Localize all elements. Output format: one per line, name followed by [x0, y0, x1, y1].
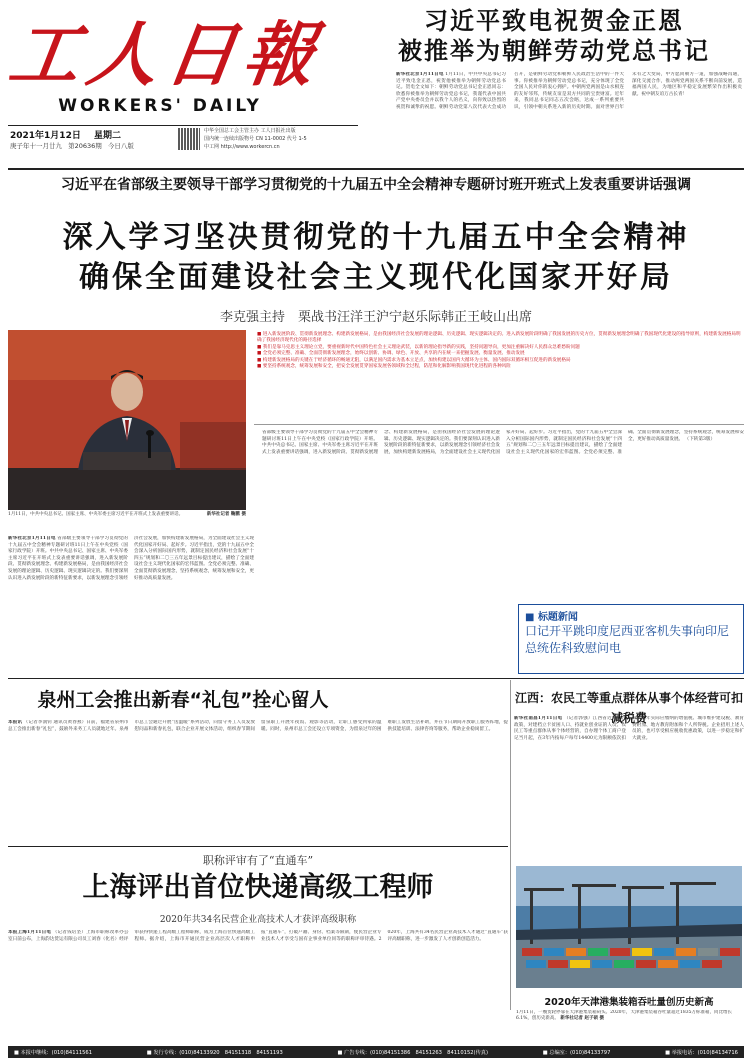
section-divider-3: [8, 846, 508, 847]
page-count: 今日八版: [107, 142, 134, 150]
lead-body-left: [8, 536, 254, 672]
top-story-headline: [364, 6, 744, 66]
footer-item: ■ 发行专线：(010)84133920 84151318 84151193: [146, 1049, 283, 1056]
lead-photo-caption: [8, 512, 246, 518]
qr-code-icon: [178, 128, 200, 150]
lead-photo: [8, 330, 246, 510]
quanzhou-headline: 泉州工会推出新春“礼包”拴心留人: [37, 689, 329, 711]
masthead-divider: [8, 125, 358, 126]
flash-news-label: 标题新闻: [537, 612, 578, 623]
lead-highlight-item: ■ 全党必须完整、准确、全面贯彻新发展理念，始终以创新、协调、绿色、开放、共享的内在统一来把握发展、衡量发展、推动发展: [257, 351, 525, 357]
flash-news-text[interactable]: 口记开平跳印度尼西亚客机失事向印尼总统佐科致慰问电: [525, 624, 730, 655]
publisher-line4: 代号 1-5: [286, 136, 307, 142]
speaker-illustration: [8, 330, 246, 510]
lead-subhead: 李克强主持 栗战书汪洋王沪宁赵乐际韩正王岐山出席: [219, 310, 532, 325]
footer-bar: [8, 1046, 744, 1058]
top-story-body: [396, 72, 742, 168]
tianjin-caption: [516, 1010, 742, 1040]
lead-body-right: [262, 430, 744, 598]
jiangxi-dateline: 新华社南昌1月11日电: [514, 716, 563, 721]
lead-highlight-item: ■ 进入新发展阶段、贯彻新发展理念、构建新发展格局，是由我国经济社会发展的理论逻辑、历史逻辑、现实逻辑决定的。进入新发展阶段明确了我国发展的历史方位，贯彻新发展理念明确了我国现代化建设的指导原则，构建新发展格局明确了我国经济现代化的路径选择: [257, 332, 741, 344]
publisher-line2: 工人日报社出版: [260, 128, 296, 134]
publisher-line1: 中华全国总工会主管主办: [204, 128, 260, 134]
masthead-logo: [4, 13, 355, 118]
section-divider-1: [8, 168, 744, 170]
shanghai-text: （记者钱培坚）上海市职称改革办公室日前公布，上海韵达货运有限公司员工刘春（化名）经评审获得快递工程高级工程师职称，成为上海首位快递高级工程师。据介绍，上海市开通民营企业高层次人才职称申报“直通车”，打破户籍、身份、档案等限制，使民营企业专业技术人才享受与国有企事业单位同等的职称评审待遇。2020年，上海共有34名民营企业高技术人才通过“直通车”获评高级职称，进一步激发了人才创新创造活力。: [8, 930, 508, 942]
lead-highlights: [254, 330, 744, 422]
issue-number: 第20636期: [68, 142, 102, 150]
issue-date: 2021年1月12日: [10, 131, 81, 141]
lead-photo-caption-text: 1月11日，中共中央总书记、国家主席、中央军委主席习近平在开班式上发表重要讲话。: [8, 512, 184, 517]
quanzhou-body: [8, 720, 508, 844]
publisher-line3: 国内统一连续出版物号 CN 11-0002: [204, 136, 286, 142]
tianjin-caption-text: 1月11日，一艘货轮停靠在天津港集装箱码头。2020年，天津港集装箱吞吐量超过1835万标准箱，同比增长6.1%，创历史新高。: [516, 1010, 732, 1021]
lunar-date: 庚子年十一月廿九: [10, 142, 62, 150]
shanghai-kicker: 职称评审有了“直通车”: [202, 854, 314, 867]
lead-headline-line1: 深入学习坚决贯彻党的十九届五中全会精神: [62, 220, 690, 255]
shanghai-byline: 本报上海1月11日电: [8, 930, 52, 935]
lead-highlight-item: ■ 我们是靠马克思主义理论立党，要重视新时代中国特色社会主义理论武装，以新的理论指导新的实践，坚持问题导向，更加注重解决好人民群众急难愁盼问题: [257, 344, 580, 350]
footer-item: ■ 总编室：(010)84133797: [542, 1049, 611, 1056]
tianjin-caption-title: 2020年天津港集装箱吞吐量创历史新高: [544, 997, 714, 1008]
top-story-dateline: 新华社北京1月11日电: [396, 72, 444, 77]
flash-news-icon: ■: [525, 612, 535, 623]
section-divider-2: [8, 678, 744, 679]
jiangxi-headline: 江西：农民工等重点群体从事个体经营可扣减税费: [514, 691, 743, 725]
flash-news-box: [518, 604, 744, 674]
tianjin-photo: [516, 866, 742, 988]
port-illustration: [516, 866, 742, 988]
jiangxi-body: [514, 716, 744, 862]
issue-weekday: 星期二: [93, 131, 121, 141]
footer-item: ■ 举报电话：(010)84134716: [665, 1049, 738, 1056]
lead-dateline: 新华社北京1月11日电: [8, 536, 56, 541]
lead-body-continued: （下转第3版）: [684, 436, 716, 442]
top-story-headline-line1: 习近平致电祝贺金正恩: [424, 7, 684, 35]
quanzhou-text: （记者李润钊 通讯员黄春燕）日前，福建省泉州市总工会推出新春“礼包”，鼓励外来务工人员就地过年。泉州市总工会通过开展“送温暖”系列活动，向留守务工人员发放慰问品和新春礼包，联合企业开展文体活动，组织春节期间留泉职工开展年夜饭、观影等活动，让职工感受到家的温暖。同时，泉州市总工会还设立专项资金，为留泉过年的困难职工发放生活补助，并在节日期间开放职工服务阵地，提供技能培训、法律咨询等服务，帮助企业稳岗留工。: [8, 720, 508, 732]
lead-body-right-text: 省部级主要领导干部学习贯彻党的十九届五中全会精神专题研讨班11日上午在中央党校（国家行政学院）开班。中共中央总书记、国家主席、中央军委主席习近平在开班式上发表重要讲话强调，进入新发展阶段、贯彻新发展理念、构建新发展格局，是由我国经济社会发展的理论逻辑、历史逻辑、现实逻辑决定的。我们要深刻认识进入新发展阶段的新特征新要求，以新发展理念引领经济社会发展，加快构建新发展格局，为全面建设社会主义现代化国家开好局、起好步。习近平指出，党的十九届五中全会深入分析国际国内形势，就制定国民经济和社会发展“十四五”规划和二〇三五年远景目标提出建议，描绘了全面建设社会主义现代化国家的宏伟蓝图。全党必须完整、准确、全面贯彻新发展理念，坚持系统观念，统筹发展和安全，更好推动高质量发展。: [262, 430, 744, 455]
lead-highlight-item: ■ 构建新发展格局的关键在于经济循环的畅通无阻，以满足国内需求为基本立足点，加快构建以国内大循环为主体、国内国际双循环相互促进的新发展格局: [257, 357, 571, 363]
lead-highlight-item: ■ 要坚持系统观念，统筹发展和安全，把安全发展贯穿国家发展各领域和全过程，防范和化解影响我国现代化进程的各种风险: [257, 364, 511, 370]
masthead-title-cn: 工人日報: [4, 13, 328, 96]
shanghai-subhead: 2020年共34名民营企业高技术人才获评高级职称: [159, 915, 357, 925]
shanghai-body: [8, 930, 508, 1042]
top-story-text: 1月11日，中共中央总书记习近平致电金正恩，祝贺他被推举为朝鲜劳动党总书记。贺电全文如下：朝鲜劳动党总书记金正恩同志：欣悉你被推举为朝鲜劳动党总书记，我谨代表中国共产党中央委员会并以我个人的名义，向你致以热烈的祝贺和诚挚的祝愿。朝鲜劳动党第八次代表大会成功召开，是朝鲜劳动党和朝鲜人民政治生活中的一件大事。你被推举为朝鲜劳动党总书记，充分体现了全党全国人民对你的衷心拥护。中朝两党两国是山水相连的友好邻邦，传统友谊是双方共同的宝贵财富。近年来，我同总书记同志五次会晤，达成一系列重要共识，引领中朝关系进入新的历史时期。面对世界百年未有之大变局，中方愿同朝方一道，加强战略沟通，深化交流合作，推动两党两国关系不断向前发展，造福两国人民，为地区和平稳定发展繁荣作出积极贡献。祝中朝友谊万古长青！: [396, 72, 742, 110]
lead-kicker: 习近平在省部级主要领导干部学习贯彻党的十九届五中全会精神专题研讨班开班式上发表重要讲话强调: [61, 177, 691, 193]
top-story-headline-line2: 被推举为朝鲜劳动党总书记: [398, 37, 710, 65]
shanghai-headline: 上海评出首位快递高级工程师: [82, 872, 434, 903]
masthead-title-en: WORKERS' DAILY: [58, 96, 262, 116]
footer-item: ■ 广告专线：(010)84151386 84151263 84110152(传真): [337, 1049, 488, 1056]
lead-headline-line2: 确保全面建设社会主义现代化国家开好局: [79, 260, 673, 295]
quanzhou-byline: 本报讯: [8, 720, 23, 725]
website-link[interactable]: http://www.workercn.cn: [220, 144, 280, 150]
tianjin-photo-credit: 新华社记者 赵子硕 摄: [560, 1016, 605, 1021]
lead-photo-credit: 新华社记者 鞠鹏 摄: [206, 512, 246, 517]
lead-body-left-text: 省部级主要领导干部学习贯彻党的十九届五中全会精神专题研讨班11日上午在中央党校（国家行政学院）开班。中共中央总书记、国家主席、中央军委主席习近平在开班式上发表重要讲话强调，进入新发展阶段、贯彻新发展理念、构建新发展格局，是由我国经济社会发展的理论逻辑、历史逻辑、现实逻辑决定的。我们要深刻认识进入新发展阶段的新特征新要求，以新发展理念引领经济社会发展，加快构建新发展格局，为全面建设社会主义现代化国家开好局、起好步。习近平指出，党的十九届五中全会深入分析国际国内形势，就制定国民经济和社会发展“十四五”规划和二〇三五年远景目标提出建议，描绘了全面建设社会主义现代化国家的宏伟蓝图。全党必须完整、准确、全面贯彻新发展理念，坚持系统观念，统筹发展和安全，更好推动高质量发展。: [8, 536, 254, 581]
jiangxi-text: （记者郭强）江西省近日出台政策，对建档立卡贫困人口、持就业创业证的人员、农民工等重点群体从事个体经营的，自办理个体工商户登记当月起，在3年内按每户每年14400元为限额依次扣减其当年实际应缴纳的增值税、城市维护建设税、教育费附加、地方教育附加和个人所得税。企业招用上述人员的，也可享受相应税收优惠政策，以进一步稳定和扩大就业。: [514, 716, 744, 741]
footer-item: ■ 本报中继线：(010)84111561: [14, 1049, 93, 1056]
website-label: 中工网: [204, 144, 220, 150]
masthead-info: [8, 128, 358, 160]
